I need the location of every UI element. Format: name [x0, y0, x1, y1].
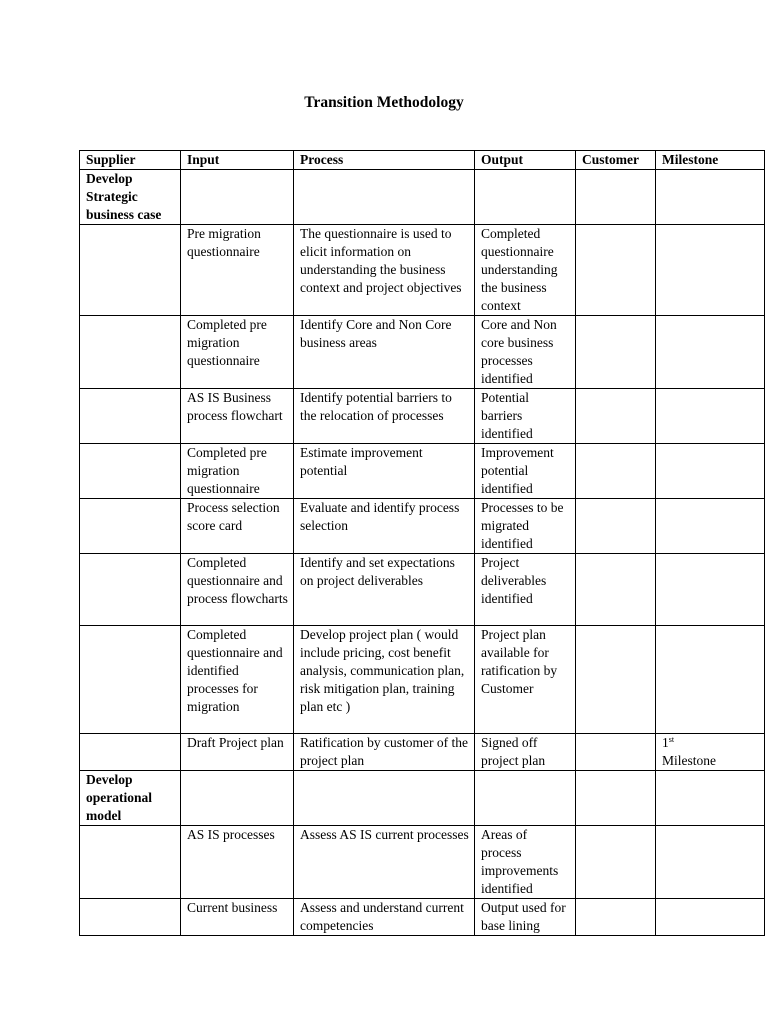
cell-milestone [656, 734, 765, 771]
table-row [80, 734, 765, 771]
table-row [80, 444, 765, 499]
cell-customer [576, 389, 656, 444]
cell-process: Assess and understand current competencies [294, 899, 475, 936]
cell-supplier [80, 444, 181, 499]
document-title: Transition Methodology [304, 94, 464, 111]
cell-output: Core and Non core business processes identified [475, 316, 576, 389]
cell-supplier [80, 626, 181, 734]
cell-customer [576, 771, 656, 826]
cell-output: Signed off project plan [475, 734, 576, 771]
cell-supplier [80, 499, 181, 554]
table-row [80, 626, 765, 734]
cell-process: Identify and set expectations on project deliverables [294, 554, 475, 626]
section-label: Develop operational model [80, 771, 181, 826]
table-row [80, 316, 765, 389]
cell-output [475, 170, 576, 225]
cell-input: Current business [181, 899, 294, 936]
cell-supplier [80, 316, 181, 389]
cell-process: Identify Core and Non Core business areas [294, 316, 475, 389]
cell-input: AS IS processes [181, 826, 294, 899]
cell-customer [576, 444, 656, 499]
milestone-number: 1 [662, 735, 669, 750]
cell-milestone [656, 225, 765, 316]
cell-milestone [656, 626, 765, 734]
cell-process: Estimate improvement potential [294, 444, 475, 499]
table-row [80, 554, 765, 626]
table-row [80, 499, 765, 554]
cell-input: AS IS Business process flowchart [181, 389, 294, 444]
cell-output: Completed questionnaire understanding the business context [475, 225, 576, 316]
cell-customer [576, 626, 656, 734]
cell-input [181, 771, 294, 826]
cell-supplier [80, 899, 181, 936]
cell-output: Output used for base lining [475, 899, 576, 936]
cell-input: Completed questionnaire and process flowcharts [181, 554, 294, 626]
cell-input [181, 170, 294, 225]
cell-customer [576, 734, 656, 771]
cell-process [294, 170, 475, 225]
cell-customer [576, 899, 656, 936]
cell-process: Develop project plan ( would include pricing, cost benefit analysis, communication plan, risk mitigation plan, training plan etc ) [294, 626, 475, 734]
cell-milestone [656, 771, 765, 826]
table-row-section [80, 170, 765, 225]
cell-milestone [656, 316, 765, 389]
cell-milestone [656, 554, 765, 626]
cell-milestone [656, 499, 765, 554]
table-row [80, 389, 765, 444]
cell-input: Completed questionnaire and identified processes for migration [181, 626, 294, 734]
header-milestone: Milestone [656, 151, 765, 170]
cell-process: Assess AS IS current processes [294, 826, 475, 899]
header-process: Process [294, 151, 475, 170]
cell-customer [576, 316, 656, 389]
header-customer: Customer [576, 151, 656, 170]
cell-output: Improvement potential identified [475, 444, 576, 499]
cell-process: Identify potential barriers to the relocation of processes [294, 389, 475, 444]
table-row [80, 899, 765, 936]
cell-process: Evaluate and identify process selection [294, 499, 475, 554]
table-body [80, 170, 765, 936]
methodology-table [79, 150, 765, 936]
header-supplier: Supplier [80, 151, 181, 170]
cell-customer [576, 499, 656, 554]
cell-output: Areas of process improvements identified [475, 826, 576, 899]
cell-input: Completed pre migration questionnaire [181, 316, 294, 389]
cell-milestone [656, 826, 765, 899]
cell-milestone [656, 444, 765, 499]
cell-output: Project plan available for ratification by Customer [475, 626, 576, 734]
cell-milestone [656, 899, 765, 936]
cell-customer [576, 225, 656, 316]
cell-supplier [80, 826, 181, 899]
cell-input: Pre migration questionnaire [181, 225, 294, 316]
cell-process: The questionnaire is used to elicit information on understanding the business context and project objectives [294, 225, 475, 316]
header-output: Output [475, 151, 576, 170]
cell-output: Potential barriers identified [475, 389, 576, 444]
cell-customer [576, 826, 656, 899]
cell-supplier [80, 734, 181, 771]
cell-process: Ratification by customer of the project plan [294, 734, 475, 771]
cell-output: Project deliverables identified [475, 554, 576, 626]
cell-input: Draft Project plan [181, 734, 294, 771]
cell-customer [576, 170, 656, 225]
cell-milestone [656, 389, 765, 444]
milestone-ordinal: st [668, 735, 675, 744]
table-row-section [80, 771, 765, 826]
cell-supplier [80, 554, 181, 626]
header-input: Input [181, 151, 294, 170]
table-header-row [80, 151, 765, 170]
table-row [80, 826, 765, 899]
cell-customer [576, 554, 656, 626]
cell-milestone [656, 170, 765, 225]
cell-output: Processes to be migrated identified [475, 499, 576, 554]
cell-process [294, 771, 475, 826]
cell-input: Completed pre migration questionnaire [181, 444, 294, 499]
section-label: Develop Strategic business case [80, 170, 181, 225]
cell-input: Process selection score card [181, 499, 294, 554]
cell-output [475, 771, 576, 826]
cell-supplier [80, 389, 181, 444]
cell-supplier [80, 225, 181, 316]
table-row [80, 225, 765, 316]
milestone-text: Milestone [662, 753, 716, 768]
